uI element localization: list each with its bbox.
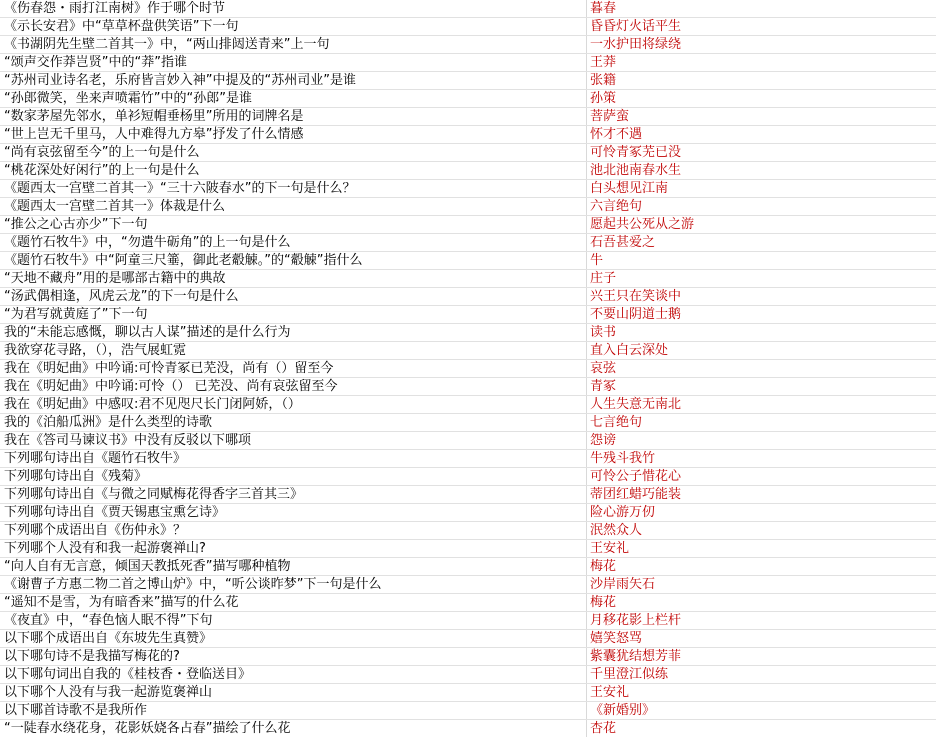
question-cell[interactable]: “桃花深处好闲行”的上一句是什么 — [4, 163, 200, 178]
table-row — [0, 576, 936, 594]
question-cell[interactable]: “数家茅屋先邻水，单衫短帽垂杨里”所用的词牌名是 — [4, 109, 304, 124]
answer-cell[interactable]: 七言绝句 — [590, 415, 643, 430]
table-row — [0, 90, 936, 108]
answer-cell[interactable]: 紫囊犹结想芳菲 — [590, 649, 682, 664]
answer-cell[interactable]: 杏花 — [590, 721, 617, 736]
question-cell[interactable]: “遥知不是雪，为有暗香来”描写的什么花 — [4, 595, 239, 610]
table-row — [0, 630, 936, 648]
answer-cell[interactable]: 读书 — [590, 325, 617, 340]
question-cell[interactable]: 我欲穿花寻路，（），浩气展虹霓 — [4, 343, 187, 358]
table-row — [0, 324, 936, 342]
question-cell[interactable]: 《谢曹子方惠二物二首之博山炉》中，“听公谈昨梦”下一句是什么 — [4, 577, 382, 592]
answer-cell[interactable]: 王安礼 — [590, 685, 630, 700]
answer-cell[interactable]: 六言绝句 — [590, 199, 643, 214]
question-cell[interactable]: 《书湖阴先生壁二首其一》中，“两山排闼送青来”上一句 — [4, 37, 330, 52]
answer-cell[interactable]: 孙策 — [590, 91, 617, 106]
table-row — [0, 18, 936, 36]
table-row — [0, 342, 936, 360]
answer-cell[interactable]: 一水护田将绿绕 — [590, 37, 682, 52]
table-row — [0, 414, 936, 432]
answer-cell[interactable]: 王莽 — [590, 55, 617, 70]
question-cell[interactable]: 《题竹石牧牛》中“阿童三尺箠，御此老觳觫。”的“觳觫”指什么 — [4, 253, 363, 268]
question-cell[interactable]: “颂声交作莽岂贤”中的“莽”指谁 — [4, 55, 187, 70]
answer-cell[interactable]: 梅花 — [590, 595, 617, 610]
question-cell[interactable]: 《题竹石牧牛》中，“勿遣牛砺角”的上一句是什么 — [4, 235, 291, 250]
question-cell[interactable]: 《题西太一宫壁二首其一》“三十六陂春水”的下一句是什么？ — [4, 181, 356, 196]
table-row — [0, 252, 936, 270]
answer-cell[interactable]: 愿起共公死从之游 — [590, 217, 695, 232]
table-row — [0, 450, 936, 468]
answer-cell[interactable]: 蒂团红蜡巧能装 — [590, 487, 682, 502]
table-row — [0, 180, 936, 198]
table-row — [0, 540, 936, 558]
answer-cell[interactable]: 人生失意无南北 — [590, 397, 682, 412]
question-cell[interactable]: “尚有哀弦留至今”的上一句是什么 — [4, 145, 200, 160]
answer-cell[interactable]: 菩萨蛮 — [590, 109, 630, 124]
table-row — [0, 720, 936, 737]
question-cell[interactable]: “向人自有无言意，倾国天教抵死香”描写哪种植物 — [4, 559, 291, 574]
question-cell[interactable]: 以下哪句词出自我的《桂枝香・登临送目》 — [4, 667, 252, 682]
question-cell[interactable]: 《示长安君》中“草草杯盘供笑语”下一句 — [4, 19, 239, 34]
table-row — [0, 288, 936, 306]
answer-cell[interactable]: 怨谤 — [590, 433, 617, 448]
answer-cell[interactable]: 千里澄江似练 — [590, 667, 669, 682]
answer-cell[interactable]: 池北池南春水生 — [590, 163, 682, 178]
table-row — [0, 558, 936, 576]
table-row — [0, 702, 936, 720]
table-row — [0, 522, 936, 540]
answer-cell[interactable]: 《新婚别》 — [590, 703, 656, 718]
answer-cell[interactable]: 白头想见江南 — [590, 181, 669, 196]
table-row — [0, 108, 936, 126]
answer-cell[interactable]: 怀才不遇 — [590, 127, 643, 142]
answer-cell[interactable]: 王安礼 — [590, 541, 630, 556]
question-cell[interactable]: 我在《答司马谏议书》中没有反驳以下哪项 — [4, 433, 252, 448]
answer-cell[interactable]: 昏昏灯火话平生 — [590, 19, 682, 34]
table-row — [0, 72, 936, 90]
table-row — [0, 0, 936, 18]
table-row — [0, 36, 936, 54]
question-cell[interactable]: 《伤春怨・雨打江南树》作于哪个时节 — [4, 1, 226, 16]
answer-cell[interactable]: 牛残斗我竹 — [590, 451, 656, 466]
answer-cell[interactable]: 梅花 — [590, 559, 617, 574]
table-row — [0, 684, 936, 702]
answer-cell[interactable]: 青冢 — [590, 379, 617, 394]
question-cell[interactable]: 我在《明妃曲》中吟诵:可怜青冢已芜没，尚有（）留至今 — [4, 361, 334, 376]
answer-cell[interactable]: 可怜青冢芜已没 — [590, 145, 682, 160]
table-row — [0, 270, 936, 288]
question-cell[interactable]: “苏州司业诗名老，乐府皆言妙入神”中提及的“苏州司业”是谁 — [4, 73, 356, 88]
answer-cell[interactable]: 嬉笑怒骂 — [590, 631, 643, 646]
question-cell[interactable]: “世上岂无千里马，人中难得九方皋”抒发了什么情感 — [4, 127, 304, 142]
question-cell[interactable]: 我的《泊船瓜洲》是什么类型的诗歌 — [4, 415, 213, 430]
table-row — [0, 378, 936, 396]
table-row — [0, 234, 936, 252]
table-row — [0, 54, 936, 72]
question-cell[interactable]: “一陡春水绕花身，花影妖娆各占春”描绘了什么花 — [4, 721, 291, 736]
question-cell[interactable]: 下列哪个成语出自《伤仲永》？ — [4, 523, 187, 538]
answer-cell[interactable]: 兴王只在笑谈中 — [590, 289, 682, 304]
question-cell[interactable]: 我的“未能忘感慨，聊以古人谋”描述的是什么行为 — [4, 325, 291, 340]
answer-cell[interactable]: 哀弦 — [590, 361, 617, 376]
question-cell[interactable]: 下列哪个人没有和我一起游褒禅山? — [4, 541, 206, 556]
table-row — [0, 198, 936, 216]
table-row — [0, 162, 936, 180]
question-cell[interactable]: 我在《明妃曲》中吟诵:可怜（） 已芜没、尚有哀弦留至今 — [4, 379, 338, 394]
answer-cell[interactable]: 险心游万仞 — [590, 505, 656, 520]
question-cell[interactable]: 《题西太一宫壁二首其一》体裁是什么 — [4, 199, 226, 214]
question-cell[interactable]: 以下哪首诗歌不是我所作 — [4, 703, 148, 718]
question-cell[interactable]: 下列哪句诗出自《题竹石牧牛》 — [4, 451, 187, 466]
question-cell[interactable]: “推公之心古亦少”下一句 — [4, 217, 148, 232]
table-row — [0, 126, 936, 144]
question-cell[interactable]: 下列哪句诗出自《与微之同赋梅花得香字三首其三》 — [4, 487, 304, 502]
table-row — [0, 468, 936, 486]
question-cell[interactable]: 以下哪个成语出自《东坡先生真赞》 — [4, 631, 213, 646]
question-cell[interactable]: “天地不藏舟”用的是哪部古籍中的典故 — [4, 271, 226, 286]
table-row — [0, 504, 936, 522]
table-row — [0, 360, 936, 378]
answer-cell[interactable]: 暮春 — [590, 1, 617, 16]
question-cell[interactable]: “汤武偶相逢，风虎云龙”的下一句是什么 — [4, 289, 239, 304]
answer-cell[interactable]: 沙岸雨矢石 — [590, 577, 656, 592]
table-row — [0, 648, 936, 666]
table-row — [0, 306, 936, 324]
answer-cell[interactable]: 庄子 — [590, 271, 617, 286]
answer-cell[interactable]: 月移花影上栏杆 — [590, 613, 682, 628]
table-row — [0, 144, 936, 162]
answer-cell[interactable]: 牛 — [590, 253, 604, 268]
answer-cell[interactable]: 可怜公子惜花心 — [590, 469, 682, 484]
table-row — [0, 666, 936, 684]
table-row — [0, 486, 936, 504]
question-cell[interactable]: 下列哪句诗出自《贾天锡惠宝熏乞诗》 — [4, 505, 226, 520]
table-row — [0, 612, 936, 630]
question-cell[interactable]: 我在《明妃曲》中感叹:君不见咫尺长门闭阿娇，（） — [4, 397, 301, 412]
answer-cell[interactable]: 石吾甚爱之 — [590, 235, 656, 250]
table-row — [0, 216, 936, 234]
question-cell[interactable]: 以下哪个人没有与我一起游览褒禅山 — [4, 685, 213, 700]
question-cell[interactable]: 以下哪句诗不是我描写梅花的? — [4, 649, 180, 664]
table-row — [0, 432, 936, 450]
question-cell[interactable]: “为君写就黄庭了”下一句 — [4, 307, 148, 322]
question-cell[interactable]: “孙郎微笑，坐来声喷霜竹”中的“孙郎”是谁 — [4, 91, 252, 106]
table-row — [0, 396, 936, 414]
answer-cell[interactable]: 不要山阴道士鹅 — [590, 307, 682, 322]
answer-cell[interactable]: 张籍 — [590, 73, 617, 88]
question-cell[interactable]: 下列哪句诗出自《残菊》 — [4, 469, 148, 484]
question-cell[interactable]: 《夜直》中，“春色恼人眠不得”下句 — [4, 613, 213, 628]
answer-cell[interactable]: 直入白云深处 — [590, 343, 669, 358]
table-row — [0, 594, 936, 612]
answer-cell[interactable]: 泯然众人 — [590, 523, 643, 538]
